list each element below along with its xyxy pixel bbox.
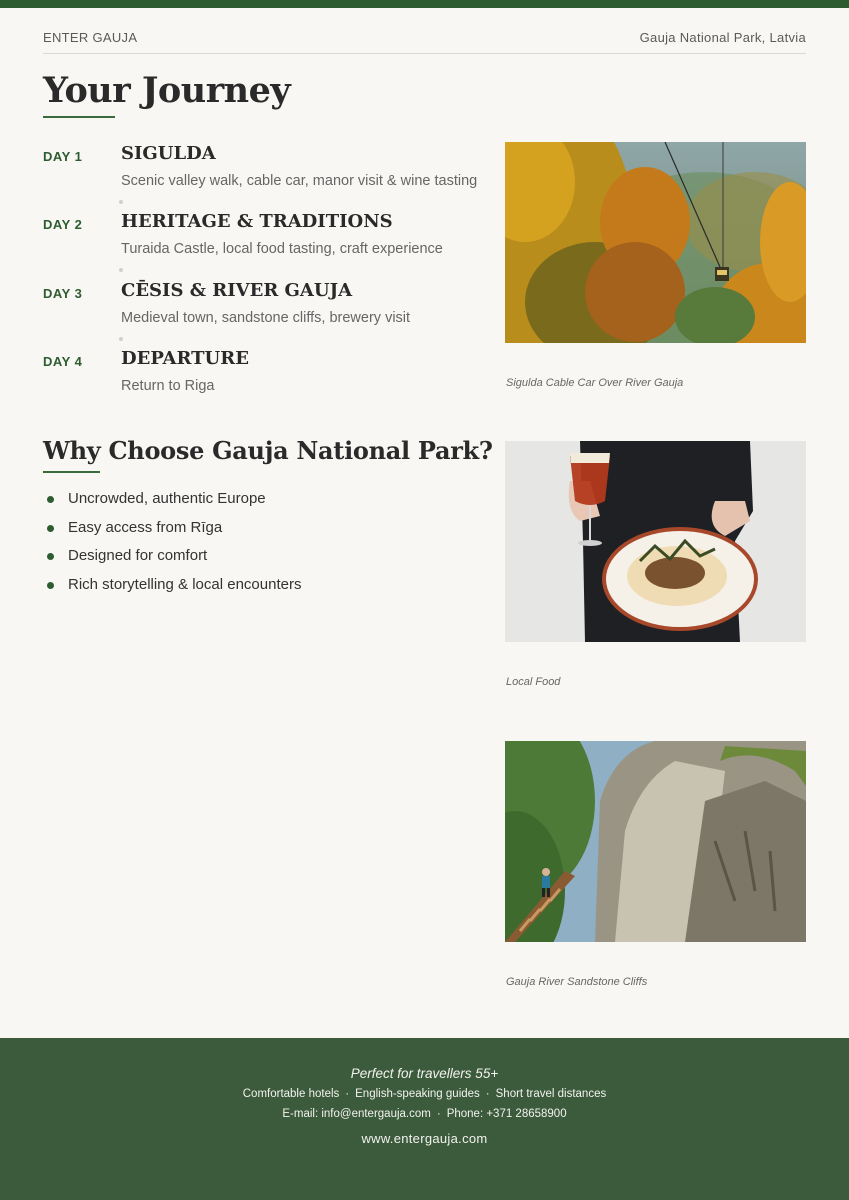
- benefit-item: [43, 546, 301, 575]
- timeline-dot: [119, 337, 123, 341]
- footer-features: [0, 1088, 849, 1100]
- day-label: DAY 3: [43, 286, 83, 301]
- why-section-title: Why Choose Gauja National Park?: [43, 436, 493, 465]
- bullet-dot: [47, 525, 54, 532]
- benefit-text: Rich storytelling & local encounters: [68, 575, 302, 593]
- day-title: SIGULDA: [121, 143, 216, 164]
- day-label: DAY 1: [43, 149, 83, 164]
- benefit-text: Uncrowded, authentic Europe: [68, 490, 266, 507]
- bullet-dot: [47, 496, 54, 503]
- benefit-text: Easy access from Rīga: [68, 518, 223, 536]
- benefit-item: [43, 489, 301, 518]
- photo-cable-car: [505, 142, 806, 343]
- day-description: Scenic valley walk, cable car, manor visit & wine tasting: [121, 173, 478, 189]
- footer: [0, 1038, 849, 1200]
- page-title: Your Journey: [43, 70, 291, 111]
- location-label: Gauja National Park, Latvia: [639, 30, 806, 45]
- contact-phone[interactable]: Phone: +371 28658900: [446, 1108, 567, 1120]
- footer-contact: [0, 1108, 849, 1120]
- contact-email[interactable]: E-mail: info@entergauja.com: [282, 1108, 431, 1120]
- section-underline: [43, 471, 100, 473]
- day-title: HERITAGE & TRADITIONS: [121, 211, 393, 232]
- footer-website-link[interactable]: www.entergauja.com: [361, 1131, 488, 1146]
- day-label: DAY 4: [43, 354, 83, 369]
- photo-caption: Sigulda Cable Car Over River Gauja: [506, 377, 684, 389]
- photo-caption: Local Food: [506, 676, 561, 688]
- top-accent-bar: [0, 0, 849, 8]
- photo-sandstone-cliffs: [505, 741, 806, 942]
- benefits-list: [43, 489, 301, 603]
- separator: ·: [345, 1088, 350, 1100]
- day-description: Return to Riga: [121, 378, 215, 394]
- timeline-dot: [119, 200, 123, 204]
- photo-local-food: [505, 441, 806, 642]
- title-underline: [43, 116, 115, 118]
- feature-guides: English-speaking guides: [355, 1088, 480, 1100]
- footer-tagline: Perfect for travellers 55+: [350, 1066, 499, 1081]
- bullet-dot: [47, 553, 54, 560]
- timeline-dot: [119, 268, 123, 272]
- day-label: DAY 2: [43, 217, 83, 232]
- photo-caption: Gauja River Sandstone Cliffs: [506, 976, 648, 988]
- brand-name: ENTER GAUJA: [43, 30, 138, 45]
- benefit-item: [43, 518, 301, 547]
- separator: ·: [485, 1088, 490, 1100]
- day-title: DEPARTURE: [121, 348, 249, 369]
- bullet-dot: [47, 582, 54, 589]
- feature-hotels: Comfortable hotels: [242, 1088, 340, 1100]
- day-title: CĒSIS & RIVER GAUJA: [121, 280, 353, 301]
- separator: ·: [436, 1108, 441, 1120]
- page-header: [43, 30, 806, 54]
- feature-distances: Short travel distances: [495, 1088, 607, 1100]
- day-description: Turaida Castle, local food tasting, craft experience: [121, 241, 443, 257]
- benefit-item: [43, 575, 301, 604]
- day-description: Medieval town, sandstone cliffs, brewery visit: [121, 310, 411, 326]
- benefit-text: Designed for comfort: [68, 547, 208, 564]
